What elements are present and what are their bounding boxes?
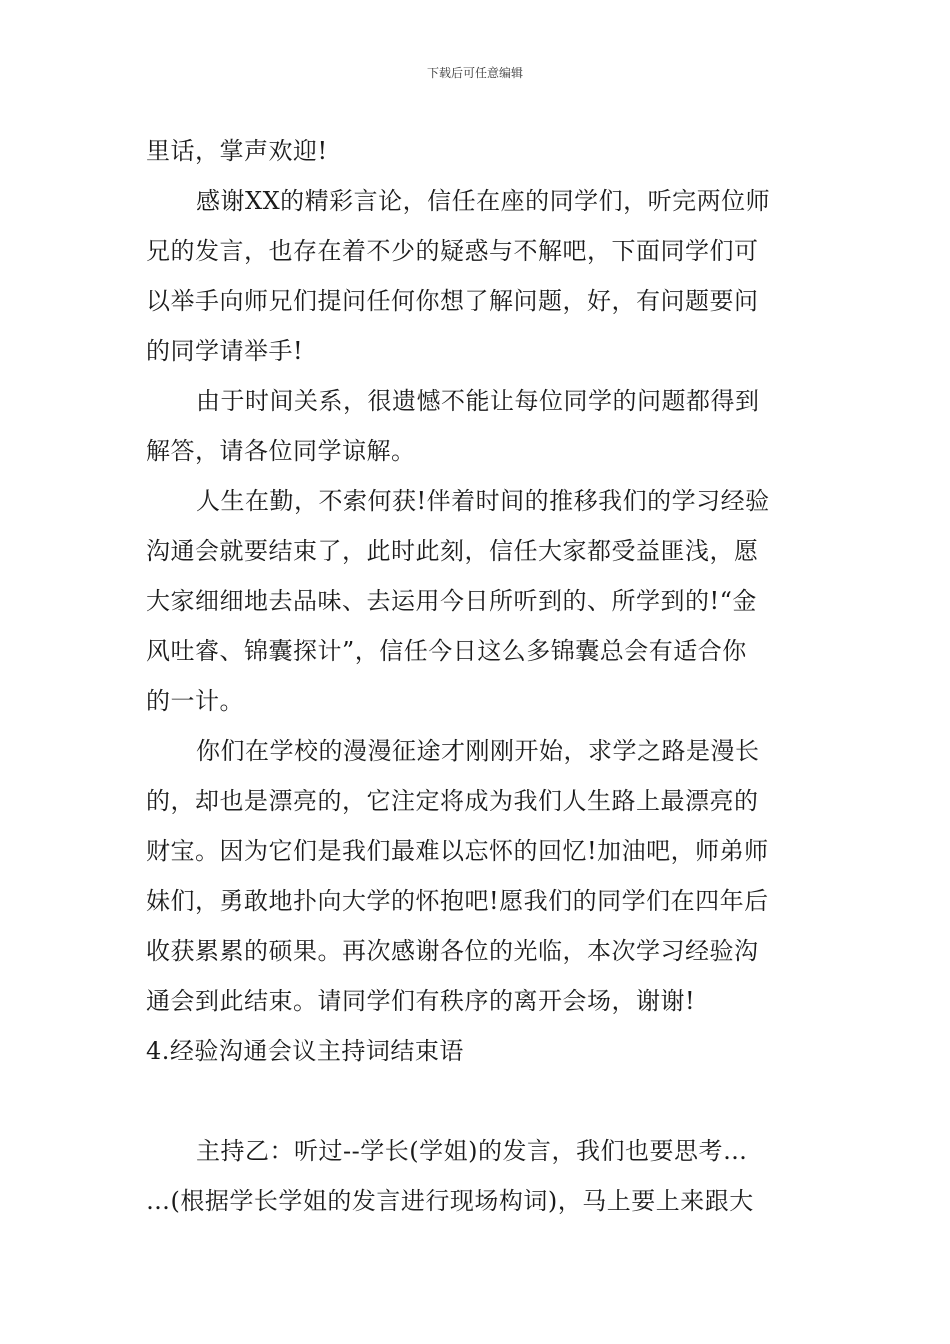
text-line: 风吐睿、锦囊探计”，信任今日这么多锦囊总会有适合你 xyxy=(146,637,747,665)
paragraph-start: 主持乙：听过--学长(学姐)的发言，我们也要思考… xyxy=(196,1137,748,1165)
text-line: 通会到此结束。请同学们有秩序的离开会场，谢谢! xyxy=(146,987,696,1015)
text-line: 财宝。因为它们是我们最难以忘怀的回忆!加油吧，师弟师 xyxy=(146,837,769,865)
text-line: 妹们，勇敢地扑向大学的怀抱吧!愿我们的同学们在四年后 xyxy=(146,887,769,915)
paragraph-start: 人生在勤，不索何获!伴着时间的推移我们的学习经验 xyxy=(196,487,770,515)
text-line: 大家细细地去品味、去运用今日所听到的、所学到的!“金 xyxy=(146,587,757,615)
text-line: 解答，请各位同学谅解。 xyxy=(146,437,416,465)
text-line: …(根据学长学姐的发言进行现场构词)，马上要上来跟大 xyxy=(146,1187,754,1215)
text-line: 沟通会就要结束了，此时此刻，信任大家都受益匪浅，愿 xyxy=(146,537,759,565)
document-body xyxy=(146,126,810,1226)
text-line: 的，却也是漂亮的，它注定将成为我们人生路上最漂亮的 xyxy=(146,787,759,815)
page-header: 下载后可任意编辑 xyxy=(426,66,523,80)
text-line: 以举手向师兄们提问任何你想了解问题，好，有问题要问 xyxy=(146,287,759,315)
paragraph-start: 你们在学校的漫漫征途才刚刚开始，求学之路是漫长 xyxy=(196,737,760,765)
paragraph-start: 由于时间关系，很遗憾不能让每位同学的问题都得到 xyxy=(196,387,760,415)
text-line: 兄的发言，也存在着不少的疑惑与不解吧，下面同学们可 xyxy=(146,237,759,265)
text-line: 收获累累的硕果。再次感谢各位的光临，本次学习经验沟 xyxy=(146,937,759,965)
text-line: 里话，掌声欢迎! xyxy=(146,137,328,165)
section-heading: 4.经验沟通会议主持词结束语 xyxy=(146,1037,464,1065)
paragraph-start: 感谢XX的精彩言论，信任在座的同学们，听完两位师 xyxy=(196,187,771,215)
text-line: 的同学请举手! xyxy=(146,337,304,365)
blank-line xyxy=(146,1076,810,1126)
text-line: 的一计。 xyxy=(146,687,244,715)
